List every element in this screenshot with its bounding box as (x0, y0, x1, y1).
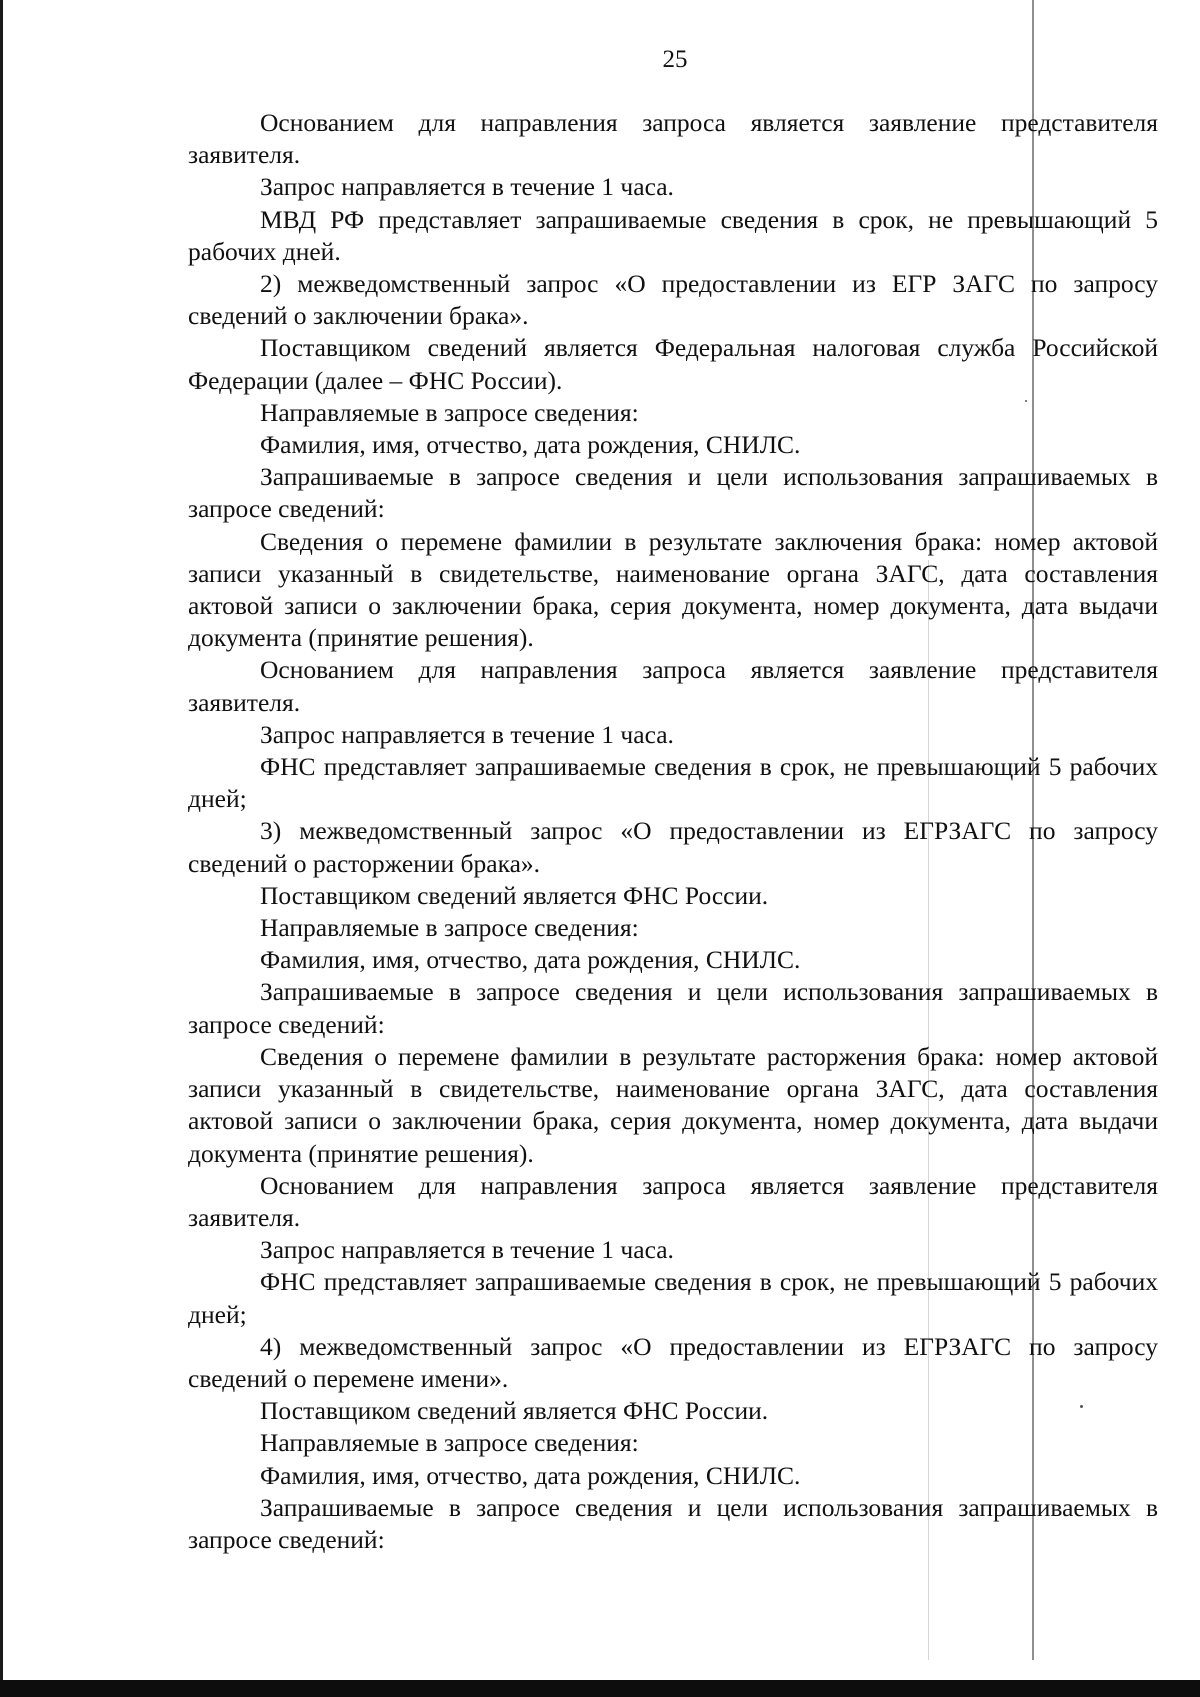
paragraph: Фамилия, имя, отчество, дата рождения, СНИЛС. (260, 1460, 801, 1490)
page-number: 25 (662, 46, 688, 73)
paragraph: Поставщиком сведений является ФНС России. (260, 880, 769, 910)
paragraph: Основанием для направления запроса является заявление представителя заявителя. (188, 1170, 1158, 1232)
paragraph: ФНС представляет запрашиваемые сведения в срок, не превышающий 5 рабочих дней; (188, 1267, 1158, 1329)
paragraph: Сведения о перемене фамилии в результате расторжения брака: номер актовой записи указанный в свидетельстве, наименование органа ЗАГС, дата составления актовой записи о заключении брака, серия документа, номер документа, дата выдачи документа (принятие решения). (188, 1041, 1158, 1168)
paragraph: Фамилия, имя, отчество, дата рождения, СНИЛС. (260, 945, 801, 975)
paragraph: Поставщиком сведений является Федеральная налоговая служба Российской Федерации (далее – ФНС России). (188, 333, 1158, 395)
paragraph: 3) межведомственный запрос «О предоставлении из ЕГРЗАГС по запросу сведений о расторжении брака». (188, 816, 1158, 878)
paragraph: Запрос направляется в течение 1 часа. (260, 1235, 674, 1265)
paragraph: 4) межведомственный запрос «О предоставлении из ЕГРЗАГС по запросу сведений о перемене имени». (188, 1331, 1158, 1393)
paragraph: Запрашиваемые в запросе сведения и цели использования запрашиваемых в запросе сведений: (188, 462, 1158, 524)
paragraph: Запрос направляется в течение 1 часа. (260, 172, 674, 202)
paragraph: Основанием для направления запроса является заявление представителя заявителя. (188, 655, 1158, 717)
paragraph: Основанием для направления запроса является заявление представителя заявителя. (188, 108, 1158, 170)
paragraph: Сведения о перемене фамилии в результате заключения брака: номер актовой записи указанный в свидетельстве, наименование органа ЗАГС, дата составления актовой записи о заключении брака, серия документа, номер документа, дата выдачи документа (принятие решения). (188, 526, 1158, 653)
scan-left-edge (0, 0, 3, 1697)
paragraph: Поставщиком сведений является ФНС России. (260, 1396, 769, 1426)
paragraph: Направляемые в запросе сведения: (260, 1428, 639, 1458)
paragraph: ФНС представляет запрашиваемые сведения в срок, не превышающий 5 рабочих дней; (188, 752, 1158, 814)
paragraph: Запрос направляется в течение 1 часа. (260, 719, 674, 749)
document-body (188, 107, 1158, 1556)
scan-bottom-edge (0, 1680, 1200, 1697)
paragraph: Запрашиваемые в запросе сведения и цели использования запрашиваемых в запросе сведений: (188, 1492, 1158, 1554)
paragraph: Направляемые в запросе сведения: (260, 397, 639, 427)
paragraph: Запрашиваемые в запросе сведения и цели использования запрашиваемых в запросе сведений: (188, 977, 1158, 1039)
paragraph: МВД РФ представляет запрашиваемые сведения в срок, не превышающий 5 рабочих дней. (188, 204, 1158, 266)
paragraph: Фамилия, имя, отчество, дата рождения, СНИЛС. (260, 430, 801, 460)
scan-right-edge (1195, 0, 1200, 1697)
paragraph: 2) межведомственный запрос «О предоставлении из ЕГР ЗАГС по запросу сведений о заключении брака». (188, 269, 1158, 331)
paragraph: Направляемые в запросе сведения: (260, 913, 639, 943)
